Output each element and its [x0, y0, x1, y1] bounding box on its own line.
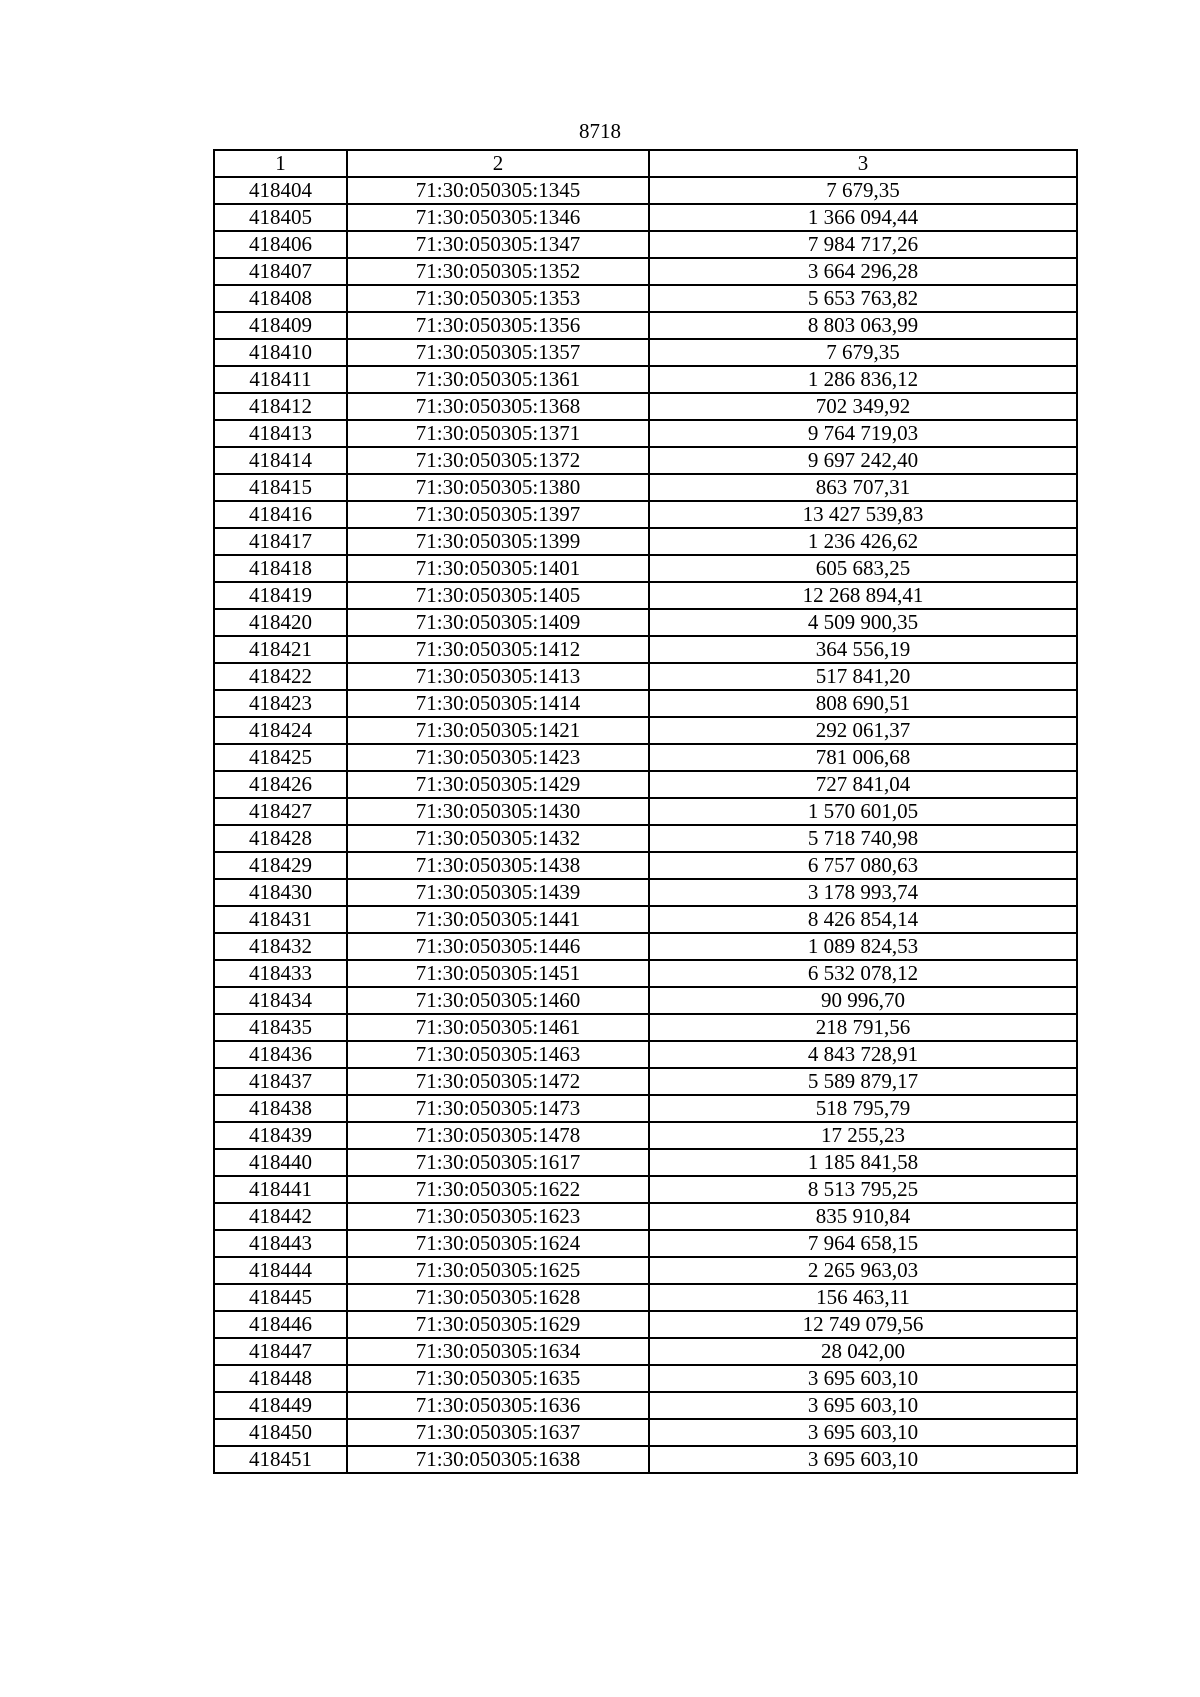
table-row	[214, 231, 1077, 258]
cadastral-value-cell: 3 664 296,28	[649, 258, 1077, 285]
cadastral-value-cell: 3 695 603,10	[649, 1365, 1077, 1392]
cadastral-number-cell: 71:30:050305:1414	[347, 690, 649, 717]
cadastral-value-cell: 6 757 080,63	[649, 852, 1077, 879]
cadastral-number-cell: 71:30:050305:1409	[347, 609, 649, 636]
cadastral-number-cell: 71:30:050305:1429	[347, 771, 649, 798]
table-body	[214, 177, 1077, 1473]
row-number-cell: 418404	[214, 177, 347, 204]
table-row	[214, 771, 1077, 798]
cadastral-value-cell: 1 089 824,53	[649, 933, 1077, 960]
cadastral-value-cell: 90 996,70	[649, 987, 1077, 1014]
cadastral-value-cell: 12 749 079,56	[649, 1311, 1077, 1338]
cadastral-value-cell: 808 690,51	[649, 690, 1077, 717]
table-row	[214, 987, 1077, 1014]
table-row	[214, 636, 1077, 663]
cadastral-value-cell: 781 006,68	[649, 744, 1077, 771]
table-row	[214, 1311, 1077, 1338]
cadastral-value-cell: 9 764 719,03	[649, 420, 1077, 447]
cadastral-number-cell: 71:30:050305:1622	[347, 1176, 649, 1203]
cadastral-value-cell: 605 683,25	[649, 555, 1077, 582]
cadastral-value-cell: 2 265 963,03	[649, 1257, 1077, 1284]
table-row	[214, 177, 1077, 204]
row-number-cell: 418443	[214, 1230, 347, 1257]
cadastral-number-cell: 71:30:050305:1413	[347, 663, 649, 690]
cadastral-number-cell: 71:30:050305:1634	[347, 1338, 649, 1365]
table-row	[214, 528, 1077, 555]
table-row	[214, 555, 1077, 582]
cadastral-value-cell: 7 984 717,26	[649, 231, 1077, 258]
row-number-cell: 418414	[214, 447, 347, 474]
row-number-cell: 418439	[214, 1122, 347, 1149]
cadastral-value-cell: 1 570 601,05	[649, 798, 1077, 825]
cadastral-value-cell: 8 803 063,99	[649, 312, 1077, 339]
cadastral-number-cell: 71:30:050305:1405	[347, 582, 649, 609]
row-number-cell: 418411	[214, 366, 347, 393]
cadastral-number-cell: 71:30:050305:1432	[347, 825, 649, 852]
cadastral-number-cell: 71:30:050305:1361	[347, 366, 649, 393]
table-row	[214, 1203, 1077, 1230]
cadastral-number-cell: 71:30:050305:1397	[347, 501, 649, 528]
cadastral-value-cell: 8 426 854,14	[649, 906, 1077, 933]
cadastral-number-cell: 71:30:050305:1629	[347, 1311, 649, 1338]
cadastral-number-cell: 71:30:050305:1638	[347, 1446, 649, 1473]
cadastral-value-cell: 3 695 603,10	[649, 1446, 1077, 1473]
cadastral-number-cell: 71:30:050305:1401	[347, 555, 649, 582]
table-row	[214, 717, 1077, 744]
cadastral-value-cell: 727 841,04	[649, 771, 1077, 798]
cadastral-value-cell: 5 718 740,98	[649, 825, 1077, 852]
row-number-cell: 418432	[214, 933, 347, 960]
table-row	[214, 663, 1077, 690]
cadastral-number-cell: 71:30:050305:1637	[347, 1419, 649, 1446]
cadastral-number-cell: 71:30:050305:1412	[347, 636, 649, 663]
cadastral-number-cell: 71:30:050305:1636	[347, 1392, 649, 1419]
row-number-cell: 418436	[214, 1041, 347, 1068]
cadastral-value-cell: 218 791,56	[649, 1014, 1077, 1041]
table-row	[214, 879, 1077, 906]
row-number-cell: 418428	[214, 825, 347, 852]
cadastral-number-cell: 71:30:050305:1353	[347, 285, 649, 312]
row-number-cell: 418449	[214, 1392, 347, 1419]
table-row	[214, 1284, 1077, 1311]
cadastral-number-cell: 71:30:050305:1399	[347, 528, 649, 555]
row-number-cell: 418412	[214, 393, 347, 420]
row-number-cell: 418410	[214, 339, 347, 366]
table-row	[214, 960, 1077, 987]
row-number-cell: 418437	[214, 1068, 347, 1095]
row-number-cell: 418416	[214, 501, 347, 528]
cadastral-value-cell: 1 236 426,62	[649, 528, 1077, 555]
table-row	[214, 852, 1077, 879]
table-row	[214, 1095, 1077, 1122]
cadastral-value-cell: 9 697 242,40	[649, 447, 1077, 474]
table-row	[214, 690, 1077, 717]
cadastral-number-cell: 71:30:050305:1421	[347, 717, 649, 744]
table-row	[214, 339, 1077, 366]
row-number-cell: 418417	[214, 528, 347, 555]
cadastral-value-cell: 3 695 603,10	[649, 1419, 1077, 1446]
cadastral-value-cell: 8 513 795,25	[649, 1176, 1077, 1203]
cadastral-number-cell: 71:30:050305:1441	[347, 906, 649, 933]
cadastral-value-cell: 364 556,19	[649, 636, 1077, 663]
cadastral-number-cell: 71:30:050305:1430	[347, 798, 649, 825]
cadastral-value-cell: 863 707,31	[649, 474, 1077, 501]
column-header-1: 1	[214, 150, 347, 177]
row-number-cell: 418430	[214, 879, 347, 906]
table-row	[214, 1446, 1077, 1473]
row-number-cell: 418442	[214, 1203, 347, 1230]
table-row	[214, 1149, 1077, 1176]
cadastral-value-cell: 1 185 841,58	[649, 1149, 1077, 1176]
table-row	[214, 933, 1077, 960]
table-row	[214, 474, 1077, 501]
row-number-cell: 418424	[214, 717, 347, 744]
cadastral-number-cell: 71:30:050305:1460	[347, 987, 649, 1014]
row-number-cell: 418409	[214, 312, 347, 339]
cadastral-number-cell: 71:30:050305:1346	[347, 204, 649, 231]
row-number-cell: 418425	[214, 744, 347, 771]
cadastral-number-cell: 71:30:050305:1625	[347, 1257, 649, 1284]
row-number-cell: 418415	[214, 474, 347, 501]
table-row	[214, 285, 1077, 312]
row-number-cell: 418447	[214, 1338, 347, 1365]
cadastral-number-cell: 71:30:050305:1371	[347, 420, 649, 447]
cadastral-value-cell: 835 910,84	[649, 1203, 1077, 1230]
table-row	[214, 1068, 1077, 1095]
cadastral-value-cell: 17 255,23	[649, 1122, 1077, 1149]
cadastral-number-cell: 71:30:050305:1473	[347, 1095, 649, 1122]
row-number-cell: 418426	[214, 771, 347, 798]
cadastral-number-cell: 71:30:050305:1380	[347, 474, 649, 501]
table-row	[214, 501, 1077, 528]
table-row	[214, 1338, 1077, 1365]
cadastral-value-cell: 28 042,00	[649, 1338, 1077, 1365]
row-number-cell: 418421	[214, 636, 347, 663]
cadastral-value-cell: 7 964 658,15	[649, 1230, 1077, 1257]
row-number-cell: 418450	[214, 1419, 347, 1446]
table-row	[214, 312, 1077, 339]
table-row	[214, 798, 1077, 825]
cadastral-value-cell: 4 509 900,35	[649, 609, 1077, 636]
table-row	[214, 825, 1077, 852]
cadastral-number-cell: 71:30:050305:1352	[347, 258, 649, 285]
row-number-cell: 418433	[214, 960, 347, 987]
table-row	[214, 393, 1077, 420]
cadastral-number-cell: 71:30:050305:1356	[347, 312, 649, 339]
page-number: 8718	[579, 119, 621, 143]
table-row	[214, 609, 1077, 636]
row-number-cell: 418431	[214, 906, 347, 933]
cadastral-value-cell: 13 427 539,83	[649, 501, 1077, 528]
column-header-3: 3	[649, 150, 1077, 177]
row-number-cell: 418422	[214, 663, 347, 690]
row-number-cell: 418445	[214, 1284, 347, 1311]
cadastral-number-cell: 71:30:050305:1347	[347, 231, 649, 258]
table-header-row	[214, 150, 1077, 177]
row-number-cell: 418438	[214, 1095, 347, 1122]
table-row	[214, 258, 1077, 285]
cadastral-number-cell: 71:30:050305:1463	[347, 1041, 649, 1068]
cadastral-number-cell: 71:30:050305:1423	[347, 744, 649, 771]
row-number-cell: 418408	[214, 285, 347, 312]
row-number-cell: 418405	[214, 204, 347, 231]
cadastral-number-cell: 71:30:050305:1461	[347, 1014, 649, 1041]
table-row	[214, 1392, 1077, 1419]
row-number-cell: 418427	[214, 798, 347, 825]
cadastral-value-cell: 4 843 728,91	[649, 1041, 1077, 1068]
row-number-cell: 418451	[214, 1446, 347, 1473]
cadastral-value-cell: 1 366 094,44	[649, 204, 1077, 231]
row-number-cell: 418429	[214, 852, 347, 879]
table-row	[214, 906, 1077, 933]
cadastral-value-cell: 292 061,37	[649, 717, 1077, 744]
row-number-cell: 418413	[214, 420, 347, 447]
table-row	[214, 1230, 1077, 1257]
cadastral-value-cell: 12 268 894,41	[649, 582, 1077, 609]
row-number-cell: 418420	[214, 609, 347, 636]
cadastral-value-table	[213, 149, 1078, 1474]
cadastral-value-cell: 7 679,35	[649, 339, 1077, 366]
cadastral-value-cell: 702 349,92	[649, 393, 1077, 420]
cadastral-number-cell: 71:30:050305:1623	[347, 1203, 649, 1230]
cadastral-value-cell: 517 841,20	[649, 663, 1077, 690]
cadastral-number-cell: 71:30:050305:1368	[347, 393, 649, 420]
table-row	[214, 1176, 1077, 1203]
table-row	[214, 1122, 1077, 1149]
row-number-cell: 418448	[214, 1365, 347, 1392]
cadastral-value-cell: 5 589 879,17	[649, 1068, 1077, 1095]
row-number-cell: 418446	[214, 1311, 347, 1338]
cadastral-number-cell: 71:30:050305:1624	[347, 1230, 649, 1257]
table-row	[214, 744, 1077, 771]
cadastral-number-cell: 71:30:050305:1451	[347, 960, 649, 987]
row-number-cell: 418444	[214, 1257, 347, 1284]
cadastral-number-cell: 71:30:050305:1345	[347, 177, 649, 204]
row-number-cell: 418419	[214, 582, 347, 609]
cadastral-value-cell: 518 795,79	[649, 1095, 1077, 1122]
row-number-cell: 418441	[214, 1176, 347, 1203]
table-row	[214, 1014, 1077, 1041]
cadastral-number-cell: 71:30:050305:1438	[347, 852, 649, 879]
cadastral-value-cell: 6 532 078,12	[649, 960, 1077, 987]
cadastral-value-cell: 7 679,35	[649, 177, 1077, 204]
table-row	[214, 1041, 1077, 1068]
table-row	[214, 582, 1077, 609]
cadastral-number-cell: 71:30:050305:1472	[347, 1068, 649, 1095]
row-number-cell: 418435	[214, 1014, 347, 1041]
table-row	[214, 447, 1077, 474]
table-row	[214, 366, 1077, 393]
cadastral-number-cell: 71:30:050305:1446	[347, 933, 649, 960]
cadastral-number-cell: 71:30:050305:1372	[347, 447, 649, 474]
table-row	[214, 1365, 1077, 1392]
cadastral-number-cell: 71:30:050305:1478	[347, 1122, 649, 1149]
table-row	[214, 1419, 1077, 1446]
table-row	[214, 204, 1077, 231]
cadastral-number-cell: 71:30:050305:1628	[347, 1284, 649, 1311]
row-number-cell: 418418	[214, 555, 347, 582]
row-number-cell: 418434	[214, 987, 347, 1014]
cadastral-value-cell: 5 653 763,82	[649, 285, 1077, 312]
row-number-cell: 418407	[214, 258, 347, 285]
cadastral-number-cell: 71:30:050305:1357	[347, 339, 649, 366]
cadastral-number-cell: 71:30:050305:1439	[347, 879, 649, 906]
column-header-2: 2	[347, 150, 649, 177]
cadastral-value-cell: 1 286 836,12	[649, 366, 1077, 393]
table-row	[214, 420, 1077, 447]
row-number-cell: 418423	[214, 690, 347, 717]
cadastral-value-cell: 3 695 603,10	[649, 1392, 1077, 1419]
cadastral-value-cell: 156 463,11	[649, 1284, 1077, 1311]
row-number-cell: 418440	[214, 1149, 347, 1176]
row-number-cell: 418406	[214, 231, 347, 258]
table-row	[214, 1257, 1077, 1284]
cadastral-number-cell: 71:30:050305:1617	[347, 1149, 649, 1176]
cadastral-value-cell: 3 178 993,74	[649, 879, 1077, 906]
cadastral-number-cell: 71:30:050305:1635	[347, 1365, 649, 1392]
